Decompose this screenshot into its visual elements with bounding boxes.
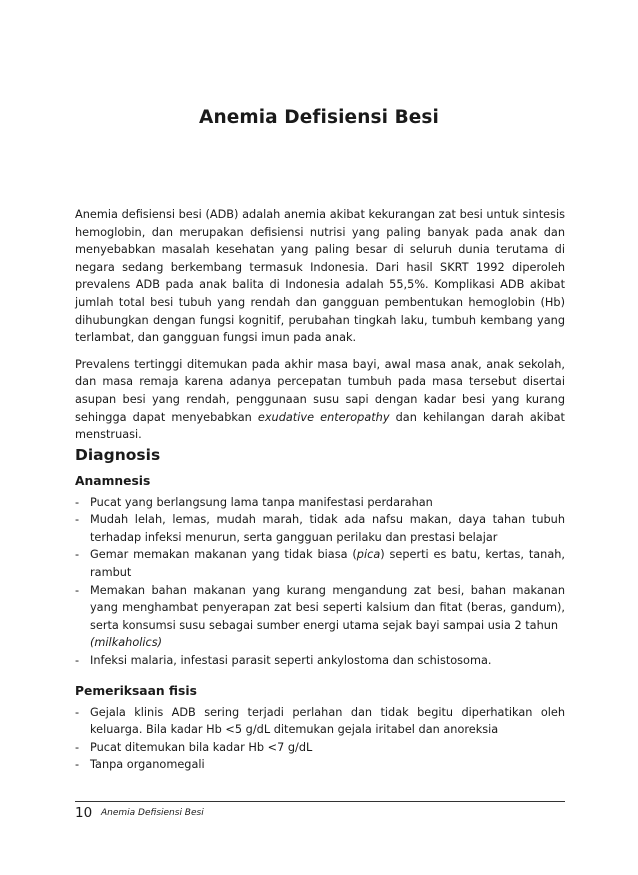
running-title: Anemia Defisiensi Besi	[101, 808, 204, 818]
list-item	[75, 582, 565, 652]
milkaholics-term: (milkaholics)	[90, 636, 163, 650]
page-footer	[75, 801, 565, 832]
list-item-text: Tanpa organomegali	[90, 758, 205, 772]
bullet-dash: -	[75, 513, 80, 527]
list-item-text: Gejala klinis ADB sering terjadi perlahan dan tidak begitu diperhatikan oleh keluarga. Bila kadar Hb <5 g/dL ditemukan gejala iritabel dan anoreksia	[90, 705, 565, 737]
intro-paragraph-2-text: Prevalens tertinggi ditemukan pada akhir masa bayi, awal masa anak, anak sekolah, dan masa remaja karena adanya percepatan tumbuh pada masa tersebut disertai asupan besi yang rendah, penggunaan susu sapi dengan kadar besi yang kurang sehingga dapat menyebabkan	[75, 357, 565, 424]
list-item	[75, 494, 565, 512]
bullet-dash: -	[75, 495, 80, 509]
list-item	[75, 704, 565, 739]
anamnesis-section	[75, 473, 565, 670]
pica-term: pica	[356, 548, 381, 562]
anamnesis-list	[75, 494, 565, 670]
bullet-dash: -	[75, 705, 80, 719]
page-title: Anemia Defisiensi Besi	[199, 107, 439, 128]
list-item	[75, 756, 565, 774]
intro-paragraph-1: Anemia defisiensi besi (ADB) adalah anemia akibat kekurangan zat besi untuk sintesis hemoglobin, dan merupakan defisiensi nutrisi yang paling banyak pada anak dan menyebabkan masalah kesehatan yang paling besar di seluruh dunia terutama di negara sedang berkembang termasuk Indonesia. Dari hasil SKRT 1992 diperoleh prevalens ADB pada anak balita di Indonesia adalah 55,5%. Komplikasi ADB akibat jumlah total besi tubuh yang rendah dan gangguan pembentukan hemoglobin (Hb) dihubungkan dengan fungsi kognitif, perubahan tingkah laku, tumbuh kembang yang terlambat, dan gangguan fungsi imun pada anak.	[75, 208, 565, 345]
bullet-dash: -	[75, 583, 80, 597]
list-item-text: Pucat ditemukan bila kadar Hb <7 g/dL	[90, 740, 313, 754]
intro-section	[75, 206, 565, 444]
anamnesis-heading: Anamnesis	[75, 474, 151, 488]
list-item-text: Pucat yang berlangsung lama tanpa manifestasi perdarahan	[90, 495, 433, 509]
exudative-enteropathy-term: exudative enteropathy	[257, 410, 390, 424]
list-item	[75, 739, 565, 757]
bullet-dash: -	[75, 758, 80, 772]
list-item-text: Gemar memakan makanan yang tidak biasa (	[90, 548, 357, 562]
page-number: 10	[75, 805, 93, 821]
intro-paragraph-2-end: dan kehilangan darah akibat menstruasi.	[75, 410, 565, 442]
list-item-text: Mudah lelah, lemas, mudah marah, tidak ada nafsu makan, daya tahan tubuh terhadap infeksi menurun, serta gangguan perilaku dan prestasi belajar	[90, 513, 565, 544]
bullet-dash: -	[75, 653, 80, 667]
pemeriksaan-fisis-section	[75, 683, 565, 774]
pemeriksaan-fisis-heading: Pemeriksaan fisis	[75, 684, 197, 698]
list-item	[75, 546, 565, 581]
list-item	[75, 511, 565, 546]
list-item-text: Memakan bahan makanan yang kurang mengandung zat besi, bahan makanan yang menghambat penyerapan zat besi seperti kalsium dan fitat (beras, gandum), serta konsumsi susu sebagai sumber energi utama sejak bayi sampai usia 2 tahun	[90, 583, 565, 632]
pemeriksaan-fisis-list	[75, 704, 565, 774]
diagnosis-heading: Diagnosis	[75, 446, 161, 464]
intro-paragraph-2	[75, 356, 565, 444]
list-item-text: Infeksi malaria, infestasi parasit seperti ankylostoma dan schistosoma.	[90, 653, 492, 667]
bullet-dash: -	[75, 548, 80, 562]
list-item-text-end: ) seperti es batu, kertas, tanah, rambut	[90, 548, 566, 579]
list-item	[75, 652, 565, 670]
bullet-dash: -	[75, 740, 80, 754]
